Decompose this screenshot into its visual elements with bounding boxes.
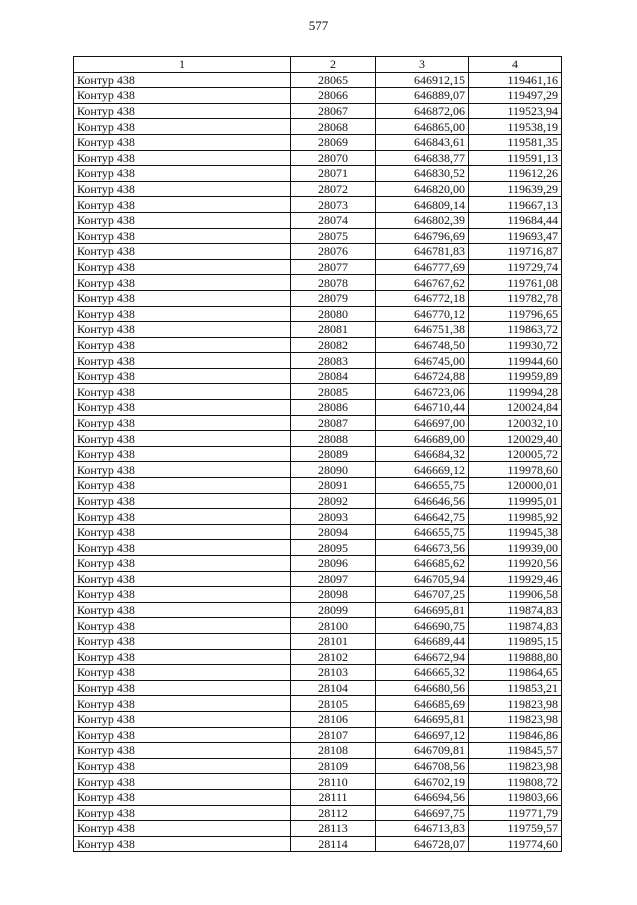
x-coordinate-cell: 646767,62 — [376, 275, 469, 291]
table-row — [74, 665, 562, 681]
contour-name-cell: Контур 438 — [74, 306, 291, 322]
table-row — [74, 72, 562, 88]
point-number-cell: 28067 — [291, 103, 376, 119]
point-number-cell: 28098 — [291, 587, 376, 603]
point-number-cell: 28083 — [291, 353, 376, 369]
table-row — [74, 680, 562, 696]
table-row — [74, 805, 562, 821]
table-row — [74, 88, 562, 104]
x-coordinate-cell: 646708,56 — [376, 758, 469, 774]
y-coordinate-cell: 119920,56 — [469, 556, 562, 572]
point-number-cell: 28069 — [291, 134, 376, 150]
table-row — [74, 696, 562, 712]
coordinates-table — [73, 56, 562, 852]
contour-name-cell: Контур 438 — [74, 821, 291, 837]
y-coordinate-cell: 119684,44 — [469, 212, 562, 228]
contour-name-cell: Контур 438 — [74, 789, 291, 805]
x-coordinate-cell: 646673,56 — [376, 540, 469, 556]
table-row — [74, 836, 562, 852]
table-row — [74, 181, 562, 197]
y-coordinate-cell: 119985,92 — [469, 509, 562, 525]
contour-name-cell: Контур 438 — [74, 134, 291, 150]
point-number-cell: 28071 — [291, 166, 376, 182]
contour-name-cell: Контур 438 — [74, 587, 291, 603]
contour-name-cell: Контур 438 — [74, 353, 291, 369]
point-number-cell: 28103 — [291, 665, 376, 681]
contour-name-cell: Контур 438 — [74, 462, 291, 478]
x-coordinate-cell: 646770,12 — [376, 306, 469, 322]
y-coordinate-cell: 119895,15 — [469, 633, 562, 649]
table-row — [74, 228, 562, 244]
point-number-cell: 28101 — [291, 633, 376, 649]
x-coordinate-cell: 646843,61 — [376, 134, 469, 150]
contour-name-cell: Контур 438 — [74, 540, 291, 556]
y-coordinate-cell: 119944,60 — [469, 353, 562, 369]
point-number-cell: 28091 — [291, 478, 376, 494]
x-coordinate-cell: 646684,32 — [376, 446, 469, 462]
contour-name-cell: Контур 438 — [74, 711, 291, 727]
x-coordinate-cell: 646777,69 — [376, 259, 469, 275]
table-row — [74, 556, 562, 572]
x-coordinate-cell: 646707,25 — [376, 587, 469, 603]
point-number-cell: 28093 — [291, 509, 376, 525]
contour-name-cell: Контур 438 — [74, 774, 291, 790]
y-coordinate-cell: 119929,46 — [469, 571, 562, 587]
point-number-cell: 28080 — [291, 306, 376, 322]
point-number-cell: 28113 — [291, 821, 376, 837]
contour-name-cell: Контур 438 — [74, 384, 291, 400]
contour-name-cell: Контур 438 — [74, 72, 291, 88]
page-number: 577 — [308, 18, 329, 33]
x-coordinate-cell: 646709,81 — [376, 743, 469, 759]
table-row — [74, 446, 562, 462]
table-row — [74, 649, 562, 665]
x-coordinate-cell: 646690,75 — [376, 618, 469, 634]
x-coordinate-cell: 646830,52 — [376, 166, 469, 182]
table-row — [74, 587, 562, 603]
table-row — [74, 134, 562, 150]
x-coordinate-cell: 646697,00 — [376, 415, 469, 431]
x-coordinate-cell: 646838,77 — [376, 150, 469, 166]
point-number-cell: 28073 — [291, 197, 376, 213]
point-number-cell: 28112 — [291, 805, 376, 821]
table-row — [74, 322, 562, 338]
y-coordinate-cell: 119823,98 — [469, 758, 562, 774]
point-number-cell: 28074 — [291, 212, 376, 228]
table-row — [74, 259, 562, 275]
table-row — [74, 789, 562, 805]
contour-name-cell: Контур 438 — [74, 743, 291, 759]
y-coordinate-cell: 120029,40 — [469, 431, 562, 447]
x-coordinate-cell: 646655,75 — [376, 524, 469, 540]
column-header-2: 2 — [291, 57, 376, 73]
x-coordinate-cell: 646772,18 — [376, 290, 469, 306]
table-row — [74, 540, 562, 556]
x-coordinate-cell: 646889,07 — [376, 88, 469, 104]
contour-name-cell: Контур 438 — [74, 493, 291, 509]
point-number-cell: 28107 — [291, 727, 376, 743]
point-number-cell: 28104 — [291, 680, 376, 696]
x-coordinate-cell: 646697,12 — [376, 727, 469, 743]
point-number-cell: 28096 — [291, 556, 376, 572]
y-coordinate-cell: 120032,10 — [469, 415, 562, 431]
point-number-cell: 28092 — [291, 493, 376, 509]
table-row — [74, 524, 562, 540]
y-coordinate-cell: 119863,72 — [469, 322, 562, 338]
y-coordinate-cell: 119995,01 — [469, 493, 562, 509]
point-number-cell: 28085 — [291, 384, 376, 400]
contour-name-cell: Контур 438 — [74, 290, 291, 306]
contour-name-cell: Контур 438 — [74, 836, 291, 852]
x-coordinate-cell: 646713,83 — [376, 821, 469, 837]
contour-name-cell: Контур 438 — [74, 368, 291, 384]
x-coordinate-cell: 646723,06 — [376, 384, 469, 400]
y-coordinate-cell: 119591,13 — [469, 150, 562, 166]
y-coordinate-cell: 119939,00 — [469, 540, 562, 556]
x-coordinate-cell: 646751,38 — [376, 322, 469, 338]
x-coordinate-cell: 646689,00 — [376, 431, 469, 447]
x-coordinate-cell: 646665,32 — [376, 665, 469, 681]
contour-name-cell: Контур 438 — [74, 665, 291, 681]
point-number-cell: 28078 — [291, 275, 376, 291]
x-coordinate-cell: 646745,00 — [376, 353, 469, 369]
table-row — [74, 509, 562, 525]
y-coordinate-cell: 119864,65 — [469, 665, 562, 681]
table-row — [74, 758, 562, 774]
y-coordinate-cell: 119945,38 — [469, 524, 562, 540]
point-number-cell: 28079 — [291, 290, 376, 306]
x-coordinate-cell: 646820,00 — [376, 181, 469, 197]
y-coordinate-cell: 119978,60 — [469, 462, 562, 478]
y-coordinate-cell: 119581,35 — [469, 134, 562, 150]
x-coordinate-cell: 646748,50 — [376, 337, 469, 353]
point-number-cell: 28084 — [291, 368, 376, 384]
contour-name-cell: Контур 438 — [74, 400, 291, 416]
contour-name-cell: Контур 438 — [74, 649, 291, 665]
table-body — [74, 72, 562, 852]
point-number-cell: 28108 — [291, 743, 376, 759]
point-number-cell: 28109 — [291, 758, 376, 774]
table-row — [74, 462, 562, 478]
contour-name-cell: Контур 438 — [74, 680, 291, 696]
table-row — [74, 431, 562, 447]
point-number-cell: 28077 — [291, 259, 376, 275]
y-coordinate-cell: 119796,65 — [469, 306, 562, 322]
y-coordinate-cell: 119729,74 — [469, 259, 562, 275]
contour-name-cell: Контур 438 — [74, 805, 291, 821]
point-number-cell: 28070 — [291, 150, 376, 166]
x-coordinate-cell: 646685,62 — [376, 556, 469, 572]
y-coordinate-cell: 119874,83 — [469, 602, 562, 618]
x-coordinate-cell: 646695,81 — [376, 711, 469, 727]
y-coordinate-cell: 119523,94 — [469, 103, 562, 119]
point-number-cell: 28100 — [291, 618, 376, 634]
table-row — [74, 602, 562, 618]
y-coordinate-cell: 119846,86 — [469, 727, 562, 743]
y-coordinate-cell: 119959,89 — [469, 368, 562, 384]
point-number-cell: 28066 — [291, 88, 376, 104]
contour-name-cell: Контур 438 — [74, 524, 291, 540]
point-number-cell: 28099 — [291, 602, 376, 618]
point-number-cell: 28076 — [291, 244, 376, 260]
table-row — [74, 103, 562, 119]
y-coordinate-cell: 120000,01 — [469, 478, 562, 494]
contour-name-cell: Контур 438 — [74, 150, 291, 166]
y-coordinate-cell: 119461,16 — [469, 72, 562, 88]
contour-name-cell: Контур 438 — [74, 633, 291, 649]
column-header-4: 4 — [469, 57, 562, 73]
y-coordinate-cell: 119771,79 — [469, 805, 562, 821]
x-coordinate-cell: 646646,56 — [376, 493, 469, 509]
y-coordinate-cell: 120005,72 — [469, 446, 562, 462]
point-number-cell: 28065 — [291, 72, 376, 88]
column-header-3: 3 — [376, 57, 469, 73]
column-header-1: 1 — [74, 57, 291, 73]
y-coordinate-cell: 119538,19 — [469, 119, 562, 135]
table-row — [74, 478, 562, 494]
x-coordinate-cell: 646710,44 — [376, 400, 469, 416]
contour-name-cell: Контур 438 — [74, 259, 291, 275]
point-number-cell: 28086 — [291, 400, 376, 416]
table-row — [74, 727, 562, 743]
y-coordinate-cell: 119639,29 — [469, 181, 562, 197]
contour-name-cell: Контур 438 — [74, 571, 291, 587]
table-row — [74, 290, 562, 306]
contour-name-cell: Контур 438 — [74, 197, 291, 213]
y-coordinate-cell: 119930,72 — [469, 337, 562, 353]
point-number-cell: 28114 — [291, 836, 376, 852]
x-coordinate-cell: 646865,00 — [376, 119, 469, 135]
point-number-cell: 28075 — [291, 228, 376, 244]
y-coordinate-cell: 119823,98 — [469, 696, 562, 712]
x-coordinate-cell: 646724,88 — [376, 368, 469, 384]
contour-name-cell: Контур 438 — [74, 415, 291, 431]
point-number-cell: 28072 — [291, 181, 376, 197]
point-number-cell: 28082 — [291, 337, 376, 353]
contour-name-cell: Контур 438 — [74, 88, 291, 104]
contour-name-cell: Контур 438 — [74, 602, 291, 618]
y-coordinate-cell: 119888,80 — [469, 649, 562, 665]
contour-name-cell: Контур 438 — [74, 696, 291, 712]
contour-name-cell: Контур 438 — [74, 244, 291, 260]
x-coordinate-cell: 646685,69 — [376, 696, 469, 712]
table-row — [74, 571, 562, 587]
x-coordinate-cell: 646872,06 — [376, 103, 469, 119]
x-coordinate-cell: 646912,15 — [376, 72, 469, 88]
point-number-cell: 28094 — [291, 524, 376, 540]
table-row — [74, 119, 562, 135]
y-coordinate-cell: 120024,84 — [469, 400, 562, 416]
contour-name-cell: Контур 438 — [74, 103, 291, 119]
y-coordinate-cell: 119612,26 — [469, 166, 562, 182]
y-coordinate-cell: 119497,29 — [469, 88, 562, 104]
contour-name-cell: Контур 438 — [74, 275, 291, 291]
table-row — [74, 774, 562, 790]
contour-name-cell: Контур 438 — [74, 212, 291, 228]
point-number-cell: 28090 — [291, 462, 376, 478]
contour-name-cell: Контур 438 — [74, 181, 291, 197]
contour-name-cell: Контур 438 — [74, 119, 291, 135]
y-coordinate-cell: 119874,83 — [469, 618, 562, 634]
table-row — [74, 337, 562, 353]
x-coordinate-cell: 646802,39 — [376, 212, 469, 228]
table-row — [74, 384, 562, 400]
table-row — [74, 743, 562, 759]
table-row — [74, 353, 562, 369]
table-row — [74, 618, 562, 634]
point-number-cell: 28097 — [291, 571, 376, 587]
y-coordinate-cell: 119853,21 — [469, 680, 562, 696]
x-coordinate-cell: 646694,56 — [376, 789, 469, 805]
contour-name-cell: Контур 438 — [74, 228, 291, 244]
y-coordinate-cell: 119716,87 — [469, 244, 562, 260]
contour-name-cell: Контур 438 — [74, 431, 291, 447]
y-coordinate-cell: 119667,13 — [469, 197, 562, 213]
x-coordinate-cell: 646697,75 — [376, 805, 469, 821]
y-coordinate-cell: 119803,66 — [469, 789, 562, 805]
point-number-cell: 28087 — [291, 415, 376, 431]
contour-name-cell: Контур 438 — [74, 727, 291, 743]
x-coordinate-cell: 646728,07 — [376, 836, 469, 852]
x-coordinate-cell: 646672,94 — [376, 649, 469, 665]
point-number-cell: 28102 — [291, 649, 376, 665]
table-row — [74, 150, 562, 166]
table-row — [74, 212, 562, 228]
x-coordinate-cell: 646809,14 — [376, 197, 469, 213]
table-row — [74, 166, 562, 182]
contour-name-cell: Контур 438 — [74, 322, 291, 338]
point-number-cell: 28105 — [291, 696, 376, 712]
y-coordinate-cell: 119808,72 — [469, 774, 562, 790]
x-coordinate-cell: 646680,56 — [376, 680, 469, 696]
x-coordinate-cell: 646781,83 — [376, 244, 469, 260]
table-row — [74, 368, 562, 384]
contour-name-cell: Контур 438 — [74, 618, 291, 634]
table-row — [74, 244, 562, 260]
point-number-cell: 28089 — [291, 446, 376, 462]
contour-name-cell: Контур 438 — [74, 509, 291, 525]
contour-name-cell: Контур 438 — [74, 166, 291, 182]
table-row — [74, 306, 562, 322]
point-number-cell: 28068 — [291, 119, 376, 135]
contour-name-cell: Контур 438 — [74, 758, 291, 774]
y-coordinate-cell: 119774,60 — [469, 836, 562, 852]
contour-name-cell: Контур 438 — [74, 556, 291, 572]
table-row — [74, 197, 562, 213]
table-row — [74, 400, 562, 416]
x-coordinate-cell: 646655,75 — [376, 478, 469, 494]
y-coordinate-cell: 119761,08 — [469, 275, 562, 291]
point-number-cell: 28106 — [291, 711, 376, 727]
point-number-cell: 28081 — [291, 322, 376, 338]
x-coordinate-cell: 646642,75 — [376, 509, 469, 525]
table-row — [74, 415, 562, 431]
y-coordinate-cell: 119823,98 — [469, 711, 562, 727]
x-coordinate-cell: 646796,69 — [376, 228, 469, 244]
table-header-row — [74, 57, 562, 73]
y-coordinate-cell: 119693,47 — [469, 228, 562, 244]
y-coordinate-cell: 119782,78 — [469, 290, 562, 306]
point-number-cell: 28088 — [291, 431, 376, 447]
table-row — [74, 493, 562, 509]
point-number-cell: 28110 — [291, 774, 376, 790]
table-row — [74, 633, 562, 649]
y-coordinate-cell: 119906,58 — [469, 587, 562, 603]
x-coordinate-cell: 646705,94 — [376, 571, 469, 587]
contour-name-cell: Контур 438 — [74, 446, 291, 462]
table-row — [74, 821, 562, 837]
x-coordinate-cell: 646695,81 — [376, 602, 469, 618]
contour-name-cell: Контур 438 — [74, 478, 291, 494]
y-coordinate-cell: 119994,28 — [469, 384, 562, 400]
y-coordinate-cell: 119759,57 — [469, 821, 562, 837]
table-row — [74, 711, 562, 727]
contour-name-cell: Контур 438 — [74, 337, 291, 353]
point-number-cell: 28111 — [291, 789, 376, 805]
x-coordinate-cell: 646669,12 — [376, 462, 469, 478]
y-coordinate-cell: 119845,57 — [469, 743, 562, 759]
point-number-cell: 28095 — [291, 540, 376, 556]
x-coordinate-cell: 646689,44 — [376, 633, 469, 649]
table-row — [74, 275, 562, 291]
x-coordinate-cell: 646702,19 — [376, 774, 469, 790]
